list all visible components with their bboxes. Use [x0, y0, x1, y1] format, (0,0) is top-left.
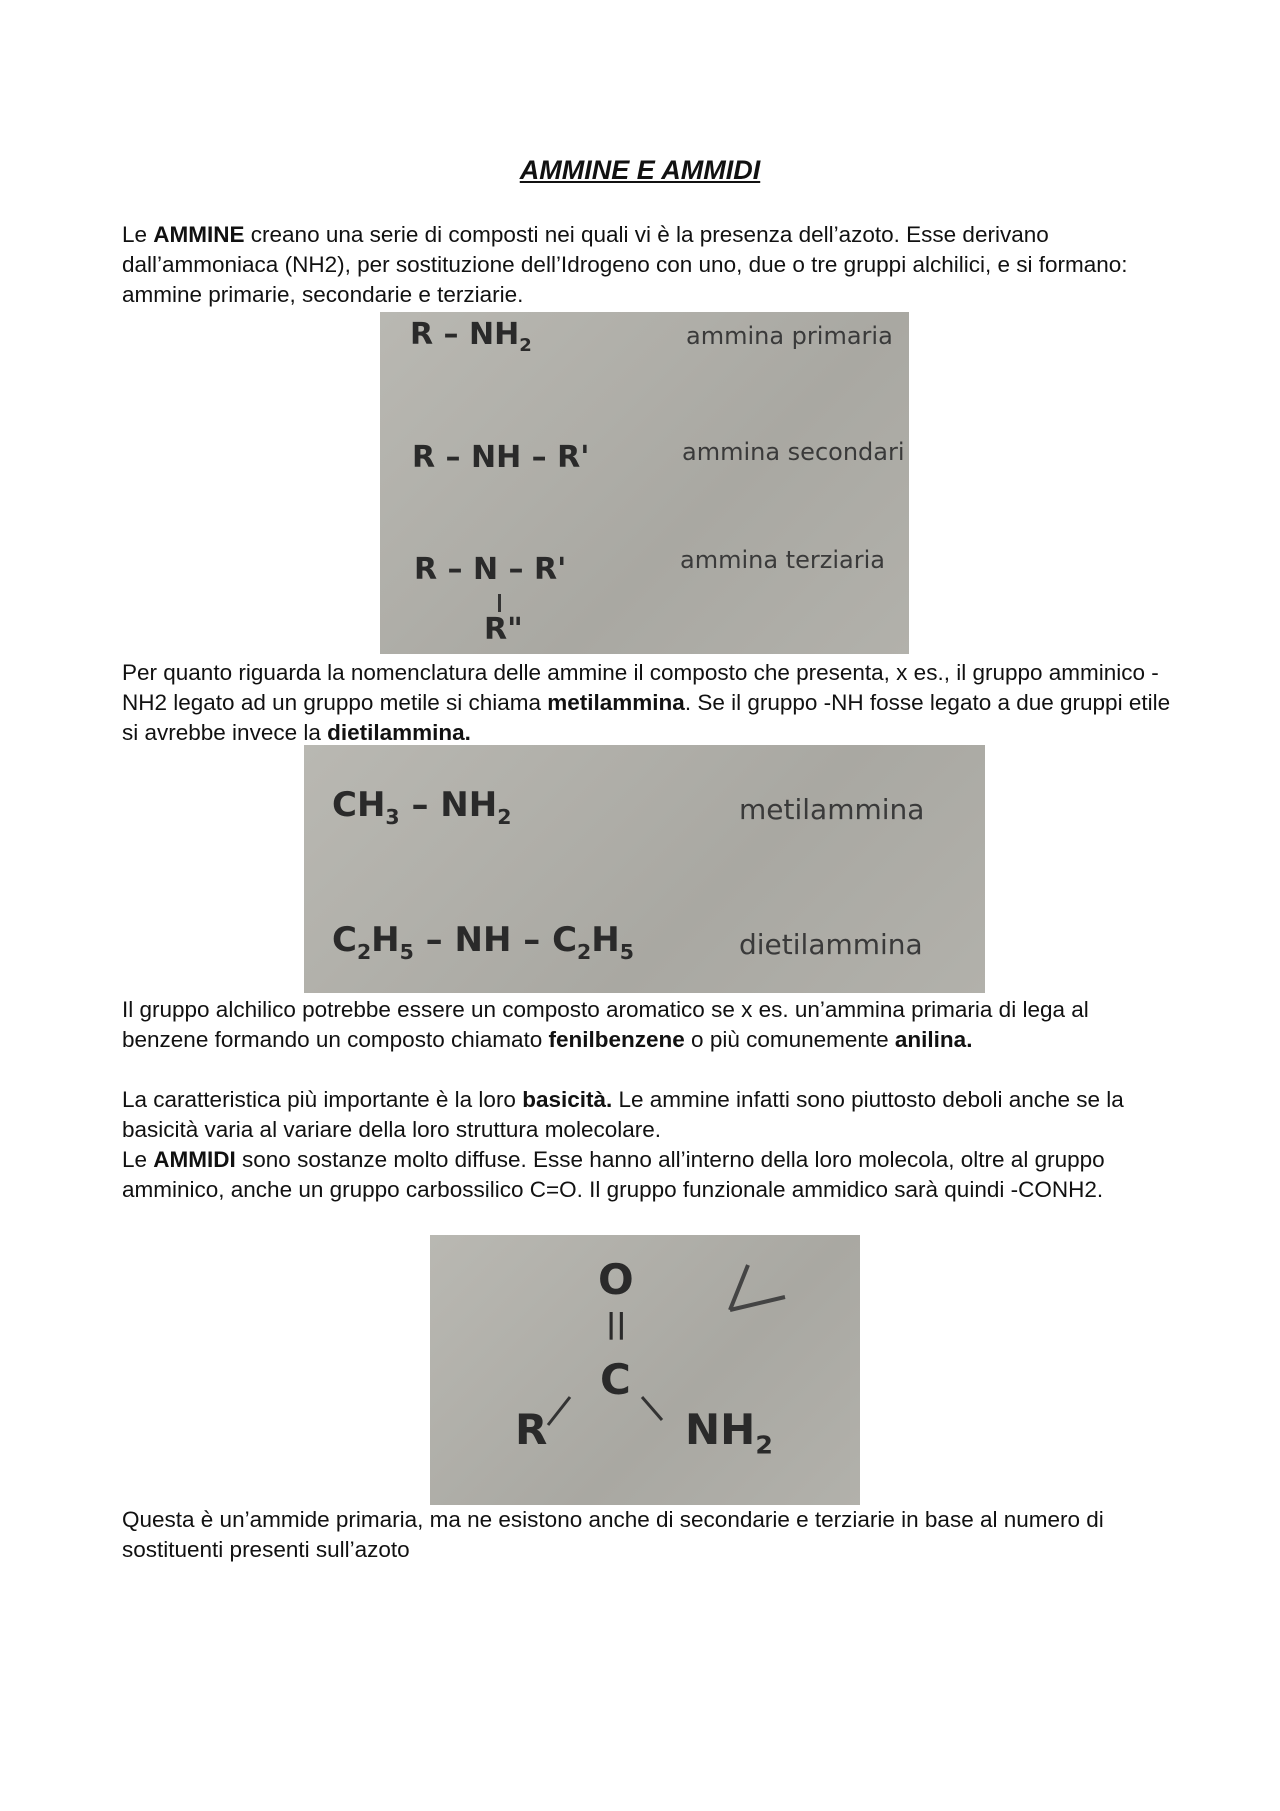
group-r: R	[515, 1405, 548, 1454]
label-methylamine: metilammina	[739, 793, 925, 826]
atom-carbon: C	[600, 1355, 631, 1404]
bonds-and-arrow-icon	[430, 1235, 860, 1505]
figure-amine-types	[380, 312, 909, 654]
formula-methylamine: $CH_3 - NH_2$	[332, 785, 512, 829]
label-tertiary: ammina terziaria	[680, 546, 885, 574]
label-primary: ammina primaria	[686, 322, 893, 350]
paragraph-ammidi: Le AMMIDI sono sostanze molto diffuse. Esse hanno all’interno della loro molecola, oltre al gruppo amminico, anche un gruppo carbossilico C=O. Il gruppo funzionale ammidico sarà quindi -CONH2.	[122, 1147, 1105, 1202]
label-diethylamine: dietilammina	[739, 928, 923, 961]
label-secondary: ammina secondari	[682, 438, 905, 466]
formula-secondary: R – NH – R'	[412, 440, 590, 475]
page-title: AMMINE E AMMIDI	[519, 155, 761, 185]
figure-examples	[304, 745, 985, 993]
paragraph-aromatic: Il gruppo alchilico potrebbe essere un composto aromatico se x es. un’ammina primaria di lega al benzene formando un composto chiamato fenilbenzene o più comunemente anilina.	[122, 997, 1089, 1052]
formula-diethylamine: $C_2H_5$ – NH – $C_2H_5$	[332, 920, 634, 964]
atom-oxygen: O	[598, 1255, 634, 1304]
bond-line	[498, 594, 501, 612]
paragraph-amide-types: Questa è un’ammide primaria, ma ne esistono anche di secondarie e terziarie in base al numero di sostituenti presenti sull’azoto	[122, 1507, 1104, 1562]
paragraph-nomenclature: Per quanto riguarda la nomenclatura delle ammine il composto che presenta, x es., il gruppo amminico -NH2 legato ad un gruppo metile si chiama metilammina. Se il gruppo -NH fosse legato a due gruppi etile si avrebbe invece la dietilammina.	[122, 660, 1171, 745]
group-nh2: $NH_2$	[685, 1405, 773, 1460]
text: creano una serie di composti nei quali vi è la presenza dell’azoto. Esse derivano dall’ammoniaca (NH2), per sostituzione dell’Idrogeno con uno, due o tre gruppi alchilici, e si formano: ammine primarie, secondarie e terziarie.	[122, 222, 1128, 307]
formula-primary: R – $NH_2$	[410, 317, 532, 356]
text: Le	[122, 222, 154, 247]
double-bond: ||	[606, 1307, 627, 1340]
paragraph-basicity: La caratteristica più importante è la loro basicità. Le ammine infatti sono piuttosto deboli anche se la basicità varia al variare della loro struttura molecolare.	[122, 1087, 1124, 1142]
formula-tertiary-sub: R"	[484, 612, 523, 647]
formula-tertiary: R – N – R'	[414, 552, 567, 587]
figure-amide	[430, 1235, 860, 1505]
bold-term: AMMINE	[153, 222, 245, 247]
paragraph-ammine-intro	[122, 220, 1172, 310]
